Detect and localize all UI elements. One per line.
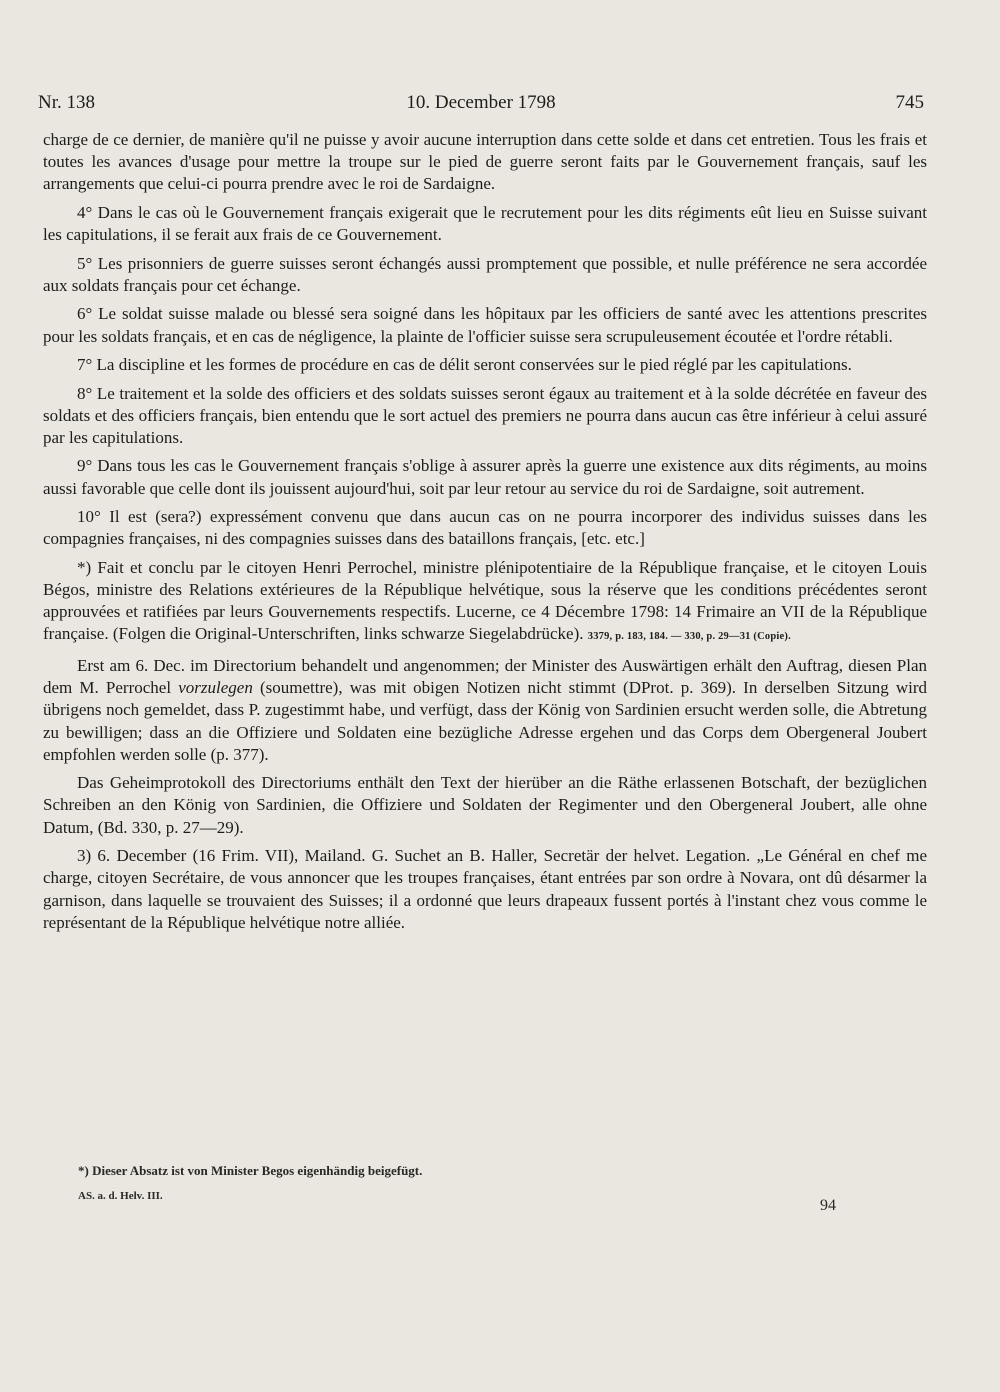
signature-mark: AS. a. d. Helv. III. <box>78 1190 163 1202</box>
paragraph-article-9: 9° Dans tous les cas le Gouvernement français s'oblige à assurer après la guerre une existence aux dits régiments, au moins aussi favorable que celle dont ils jouissent aujourd'hui, soit par leur retour au service du roi de Sardaigne, soit autrement. <box>43 456 927 498</box>
directorium-text-b: (soumettre), was mit obigen Notizen nicht stimmt (DProt. p. 369). In derselben Sitzung wird übrigens noch gemeldet, dass P. zugestimmt habe, und verfügt, dass der König von Sardinien ersucht werden solle, die Abtretung zu bewilligen; dass an die Offiziere und Soldaten eine bezügliche Adresse ergehen und das Corps dem Obergeneral Joubert empfohlen werden solle (p. 377). <box>43 678 928 764</box>
paragraph-signing-clause <box>43 557 927 649</box>
paragraph-continued: charge de ce dernier, de manière qu'il ne puisse y avoir aucune interruption dans cette solde et dans cet entretien. Tous les frais et toutes les avances d'usage pour mettre la troupe sur le pied de guerre seront faits par le Gouvernement français, sauf les arrangements que celui-ci pourra prendre avec le roi de Sardaigne. <box>43 130 927 194</box>
signing-clause-text: *) Fait et conclu par le citoyen Henri Perrochel, ministre plénipotentiaire de la République française, et le citoyen Louis Bégos, ministre des Relations extérieures de la République helvétique, sous la réserve que les conditions précédentes seront approuvées et ratifiées par leurs Gouvernements respectifs. Lucerne, ce 4 Décembre 1798: 14 Frimaire an VII de la République française. (Folgen die Original-Unterschriften, links schwarze Siegelabdrücke). <box>43 557 927 644</box>
footnote: *) Dieser Absatz ist von Minister Begos eigenhändig beigefügt. <box>78 1163 423 1178</box>
paragraph-geheimprotokoll: Das Geheimprotokoll des Directoriums enthält den Text der hierüber an die Räthe erlassenen Botschaft, der bezüglichen Schreiben an den König von Sardinien, die Offiziere und Soldaten der Regimenter und den Obergeneral Joubert, alle ohne Datum, (Bd. 330, p. 27—29). <box>43 773 927 837</box>
paragraph-article-8: 8° Le traitement et la solde des officiers et des soldats suisses seront égaux au traitement et à la solde décrétée en faveur des soldats et des officiers français, bien entendu que le sort actuel des premiers ne pourra dans aucun cas être inférieur à celui assuré par les capitulations. <box>43 383 927 447</box>
italic-term: vorzulegen <box>178 678 253 698</box>
document-number: Nr. 138 <box>38 92 95 113</box>
header-date: 10. December 1798 <box>406 92 556 113</box>
paragraph-article-7: 7° La discipline et les formes de procédure en cas de délit seront conservées sur le pied réglé par les capitulations. <box>77 355 852 375</box>
body-text <box>43 129 927 940</box>
paragraph-article-4: 4° Dans le cas où le Gouvernement français exigerait que le recrutement pour les dits régiments eût lieu en Suisse suivant les capitulations, il se ferait aux frais de ce Gouvernement. <box>43 202 927 245</box>
directorium-text-a: Erst am 6. Dec. im Directorium behandelt und angenommen; der Minister des Auswärtigen erhält den Auftrag, diesen Plan dem M. Perrochel <box>43 655 927 698</box>
sheet-number: 94 <box>820 1197 836 1214</box>
paragraph-article-10: 10° Il est (sera?) expressément convenu que dans aucun cas on ne pourra incorporer des individus suisses dans les compagnies françaises, ni des compagnies suisses dans des bataillons français, [etc. etc.] <box>43 507 927 549</box>
paragraph-article-6: 6° Le soldat suisse malade ou blessé sera soigné dans les hôpitaux par les officiers de santé avec les attentions prescrites pour les soldats français, et en cas de négligence, la plainte de l'officier suisse sera scrupuleusement écoutée et l'ordre rétabli. <box>43 304 927 346</box>
page-number: 745 <box>895 92 924 113</box>
paragraph-article-5: 5° Les prisonniers de guerre suisses seront échangés aussi promptement que possible, et nulle préférence ne sera accordée aux soldats français pour cet échange. <box>43 253 927 295</box>
paragraph-note-3: 3) 6. December (16 Frim. VII), Mailand. G. Suchet an B. Haller, Secretär der helvet. Legation. „Le Général en chef me charge, citoyen Secrétaire, de vous annoncer que les troupes françaises, étant entrées par son ordre à Novara, ont dû désarmer la garnison, dans laquelle se trouvaient des Suisses; il a ordonné que leurs drapeaux fussent portés à l'instant chez vous comme le représentant de la République helvétique notre alliée. <box>43 846 927 932</box>
source-reference: 3379, p. 183, 184. — 330, p. 29—31 (Copie). <box>587 631 791 643</box>
running-header <box>38 92 924 122</box>
paragraph-directorium <box>43 655 927 766</box>
